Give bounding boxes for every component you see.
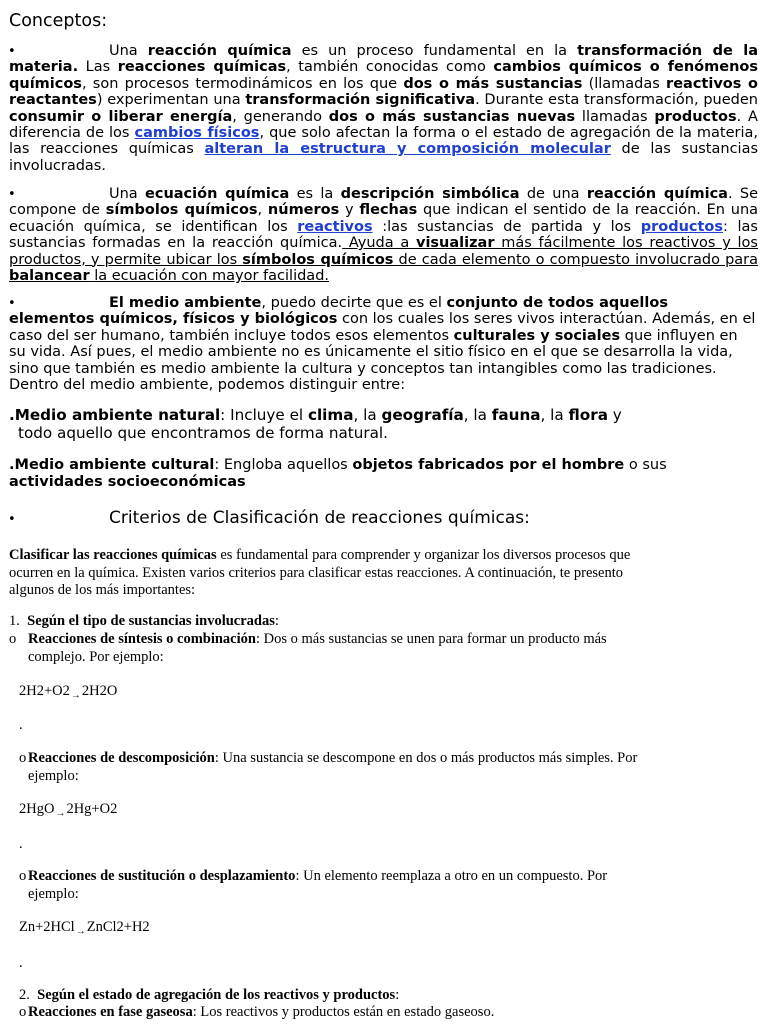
bullet-icon: • [8, 512, 16, 527]
paragraph-reaccion-quimica: Una reacción química es un proceso fundamental en la transformación de la materia. Las reacciones químicas, también conocidas como cambios químicos o fenómenos químicos, son procesos termodinámicos en los que dos o más sustancias (llamadas reactivos o reactantes) experimentan una transformación significativa. Durante esta transformación, pueden consumir o liberar energía, generando dos o más sustancias nuevas llamadas productos. A diferencia de los cambios físicos, que solo afectan la forma o el estado de agregación de la materia, las reacciones químicas alteran la estructura y composición molecular de las sustancias involucradas. [9, 43, 759, 174]
bullet-o-icon: o [9, 631, 17, 647]
reacciones-sintesis: Reacciones de síntesis o combinación: Dos o más sustancias se unen para formar un producto más complejo. Por ejemplo: [28, 631, 607, 665]
medio-ambiente-natural: .Medio ambiente natural: Incluye el clima, la geografía, la fauna, la flora y todo aquello que encontramos de forma natural. [9, 406, 622, 442]
reactivos-link[interactable]: reactivos [297, 218, 373, 235]
section-heading-criterios: Criterios de Clasificación de reacciones químicas: [109, 508, 530, 528]
productos-link[interactable]: productos [640, 218, 724, 235]
reacciones-fase-gaseosa: Reacciones en fase gaseosa: Los reactivos y productos están en estado gaseoso. [28, 1004, 495, 1020]
criterion-1-heading: 1. Según el tipo de sustancias involucradas: [9, 613, 279, 629]
arrow-icon: → [70, 690, 81, 701]
reacciones-descomposicion: Reacciones de descomposición: Una sustancia se descompone en dos o más productos más simples. Por ejemplo: [28, 750, 638, 784]
equation-1: $2H2+O2_\to 2H2O$ [19, 683, 118, 701]
equation-2: 2HgO$_\to$2Hg+O2 [19, 801, 118, 819]
equation-3: Zn+2HCl$_\to$ZnCl2+H2 [19, 919, 150, 937]
bullet-icon: • [8, 44, 16, 59]
bullet-icon: • [8, 296, 16, 311]
bullet-o-icon: o [19, 868, 27, 884]
paragraph-ecuacion-quimica: Una ecuación química es la descripción simbólica de una reacción química. Se compone de símbolos químicos, números y flechas que indican el sentido de la reacción. En una ecuación química, se identifican los reactivos :las sustancias de partida y los productos: las sustancias formadas en la reacción química. Ayuda a visualizar más fácilmente los reactivos y los productos, y permite ubicar los símbolos químicos de cada elemento o compuesto involucrado para balancear la ecuación con mayor facilidad. [9, 186, 759, 285]
criterion-2-heading: 2. Según el estado de agregación de los reactivos y productos: [19, 987, 400, 1003]
bullet-o-icon: o [19, 1004, 27, 1020]
separator-dot: . [19, 717, 23, 733]
separator-dot: . [19, 955, 23, 971]
separator-dot: . [19, 836, 23, 852]
bullet-o-icon: o [19, 750, 27, 766]
alteran-estructura-link[interactable]: alteran la estructura y composición molecular [204, 141, 611, 158]
arrow-icon: → [75, 926, 86, 937]
arrow-icon: → [55, 808, 66, 819]
section-heading-conceptos: Conceptos: [9, 11, 108, 31]
cambios-fisicos-link[interactable]: cambios físicos [134, 125, 260, 142]
bullet-icon: • [8, 187, 16, 202]
medio-ambiente-cultural: .Medio ambiente cultural: Engloba aquellos objetos fabricados por el hombre o sus actividades socioeconómicas [9, 457, 667, 490]
intro-clasificar: Clasificar las reacciones químicas es fundamental para comprender y organizar los diversos procesos que ocurren en la química. Existen varios criterios para clasificar estas reacciones. A continuación, te presento algunos de los más importantes: [9, 547, 631, 598]
paragraph-medio-ambiente: El medio ambiente, puedo decirte que es el conjunto de todos aquellos elementos químicos, físicos y biológicos con los cuales los seres vivos interactúan. Además, en el caso del ser humano, también incluye todos esos elementos culturales y sociales que influyen en su vida. Así pues, el medio ambiente no es únicamente el sitio físico en el que se desarrolla la vida, sino que también es medio ambiente la cultura y conceptos tan intangibles como las tradiciones. Dentro del medio ambiente, podemos distinguir entre: [9, 295, 756, 394]
reacciones-sustitucion: Reacciones de sustitución o desplazamiento: Un elemento reemplaza a otro en un compuesto. Por ejemplo: [28, 868, 608, 902]
